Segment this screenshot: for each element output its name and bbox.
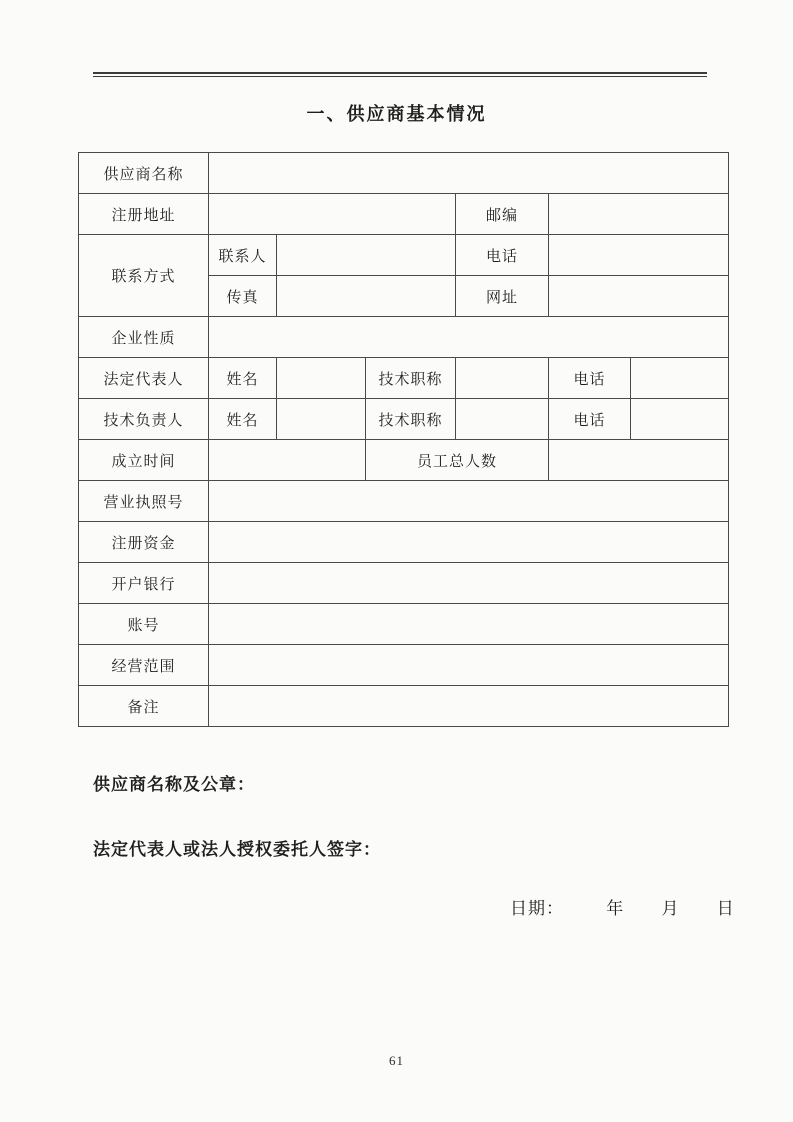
date-line [510,894,735,919]
contact-method-label: 联系方式 [79,235,209,317]
table-row [79,604,729,645]
postal-code-label: 邮编 [456,194,549,235]
business-license-label: 营业执照号 [79,481,209,522]
table-row [79,317,729,358]
legal-rep-phone-label: 电话 [549,358,631,399]
page-number: 61 [389,1053,404,1068]
table-row [79,481,729,522]
tech-director-technical-title-label: 技术职称 [366,399,456,440]
registered-address-value-cell [209,194,456,235]
supplier-info-table [78,152,729,727]
tech-director-technical-title-value-cell [456,399,549,440]
account-number-value-cell [209,604,729,645]
legal-rep-name-label: 姓名 [209,358,277,399]
tech-director-phone-value-cell [631,399,729,440]
legal-representative-label: 法定代表人 [79,358,209,399]
legal-rep-name-value-cell [277,358,366,399]
account-number-label: 账号 [79,604,209,645]
registered-capital-label: 注册资金 [79,522,209,563]
supplier-name-and-seal-line: 供应商名称及公章： [93,775,255,794]
fax-label: 传真 [209,276,277,317]
table-row [79,645,729,686]
website-value-cell [549,276,729,317]
registered-capital-value-cell [209,522,729,563]
contact-person-value-cell [277,235,456,276]
tech-director-name-label: 姓名 [209,399,277,440]
day-label: 日 [716,899,735,918]
year-label: 年 [606,899,625,918]
website-label: 网址 [456,276,549,317]
legal-representative-signature-line: 法定代表人或法人授权委托人签字： [93,840,381,859]
registered-address-label: 注册地址 [79,194,209,235]
contact-person-label: 联系人 [209,235,277,276]
legal-rep-technical-title-label: 技术职称 [366,358,456,399]
bank-of-deposit-value-cell [209,563,729,604]
table-row [79,399,729,440]
tech-director-phone-label: 电话 [549,399,631,440]
establishment-date-label: 成立时间 [79,440,209,481]
postal-code-value-cell [549,194,729,235]
date-label: 日期： [510,899,564,918]
contact-phone-value-cell [549,235,729,276]
supplier-name-value-cell [209,153,729,194]
month-label: 月 [661,899,680,918]
total-employees-value-cell [549,440,729,481]
remarks-label: 备注 [79,686,209,727]
business-scope-value-cell [209,645,729,686]
contact-phone-label: 电话 [456,235,549,276]
remarks-value-cell [209,686,729,727]
establishment-date-value-cell [209,440,366,481]
table-row [79,194,729,235]
table-row [79,686,729,727]
business-license-value-cell [209,481,729,522]
legal-rep-technical-title-value-cell [456,358,549,399]
supplier-name-label: 供应商名称 [79,153,209,194]
table-row [79,358,729,399]
total-employees-label: 员工总人数 [366,440,549,481]
table-row [79,153,729,194]
table-row [79,563,729,604]
page-title: 一、供应商基本情况 [306,104,487,124]
fax-value-cell [277,276,456,317]
table-row [79,440,729,481]
table-row [79,522,729,563]
legal-rep-phone-value-cell [631,358,729,399]
enterprise-nature-label: 企业性质 [79,317,209,358]
tech-director-name-value-cell [277,399,366,440]
business-scope-label: 经营范围 [79,645,209,686]
table-row [79,235,729,276]
header-double-rule [93,72,707,77]
enterprise-nature-value-cell [209,317,729,358]
bank-of-deposit-label: 开户银行 [79,563,209,604]
technical-director-label: 技术负责人 [79,399,209,440]
